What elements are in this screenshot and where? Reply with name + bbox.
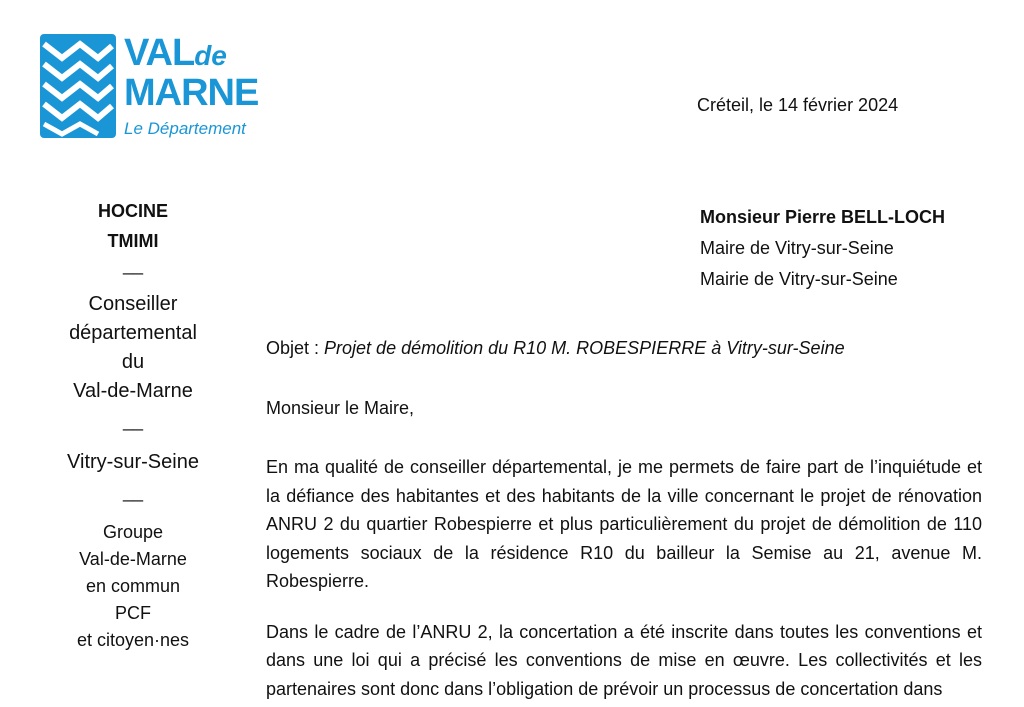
sender-last-name: TMIMI <box>107 231 159 251</box>
object-text: Projet de démolition du R10 M. ROBESPIERRE à Vitry-sur-Seine <box>324 338 845 358</box>
letter-object <box>266 335 982 361</box>
letter-body <box>266 335 982 703</box>
sender-role: Conseiller départemental du Val-de-Marne <box>69 293 197 402</box>
sender-sidebar <box>40 196 226 654</box>
object-label: Objet : <box>266 338 325 358</box>
logo-line-3: Le Département <box>124 119 246 138</box>
recipient-address: Mairie de Vitry-sur-Seine <box>700 269 898 289</box>
sender-city: Vitry-sur-Seine <box>67 451 199 473</box>
recipient-block <box>700 202 945 295</box>
separator: __ <box>122 482 144 502</box>
sender-first-name: HOCINE <box>97 201 168 221</box>
letter-date: Créteil, le 14 février 2024 <box>697 95 899 115</box>
val-de-marne-emblem-icon <box>40 34 116 138</box>
sender-group: Groupe Val-de-Marne en commun PCF et citoyen·nes <box>76 522 190 650</box>
logo-line-2: MARNE <box>124 72 259 114</box>
paragraph-1: En ma qualité de conseiller départemental, je me permets de faire part de l’inquiétude et la défiance des habitantes et des habitants de la ville concernant le projet de rénovation ANRU 2 du quartier Robespierre et plus particulièrement du projet de démolition de 110 logements sociaux de la résidence R10 du bailleur la Semise au 21, avenue M. Robespierre. <box>266 457 982 591</box>
recipient-name: Monsieur Pierre BELL-LOCH <box>700 207 946 227</box>
salutation: Monsieur le Maire, <box>266 398 415 418</box>
separator: __ <box>122 411 144 431</box>
logo-line-1: VALde <box>124 32 227 74</box>
recipient-title: Maire de Vitry-sur-Seine <box>700 238 894 258</box>
separator: __ <box>122 255 144 275</box>
paragraph-2: Dans le cadre de l’ANRU 2, la concertation a été inscrite dans toutes les conventions et dans une loi qui a précisé les conventions de mise en œuvre. Les collectivités et les partenaires sont donc dans l’obligation de prévoir un processus de concertation dans <box>266 621 982 699</box>
val-de-marne-logo <box>40 32 259 144</box>
